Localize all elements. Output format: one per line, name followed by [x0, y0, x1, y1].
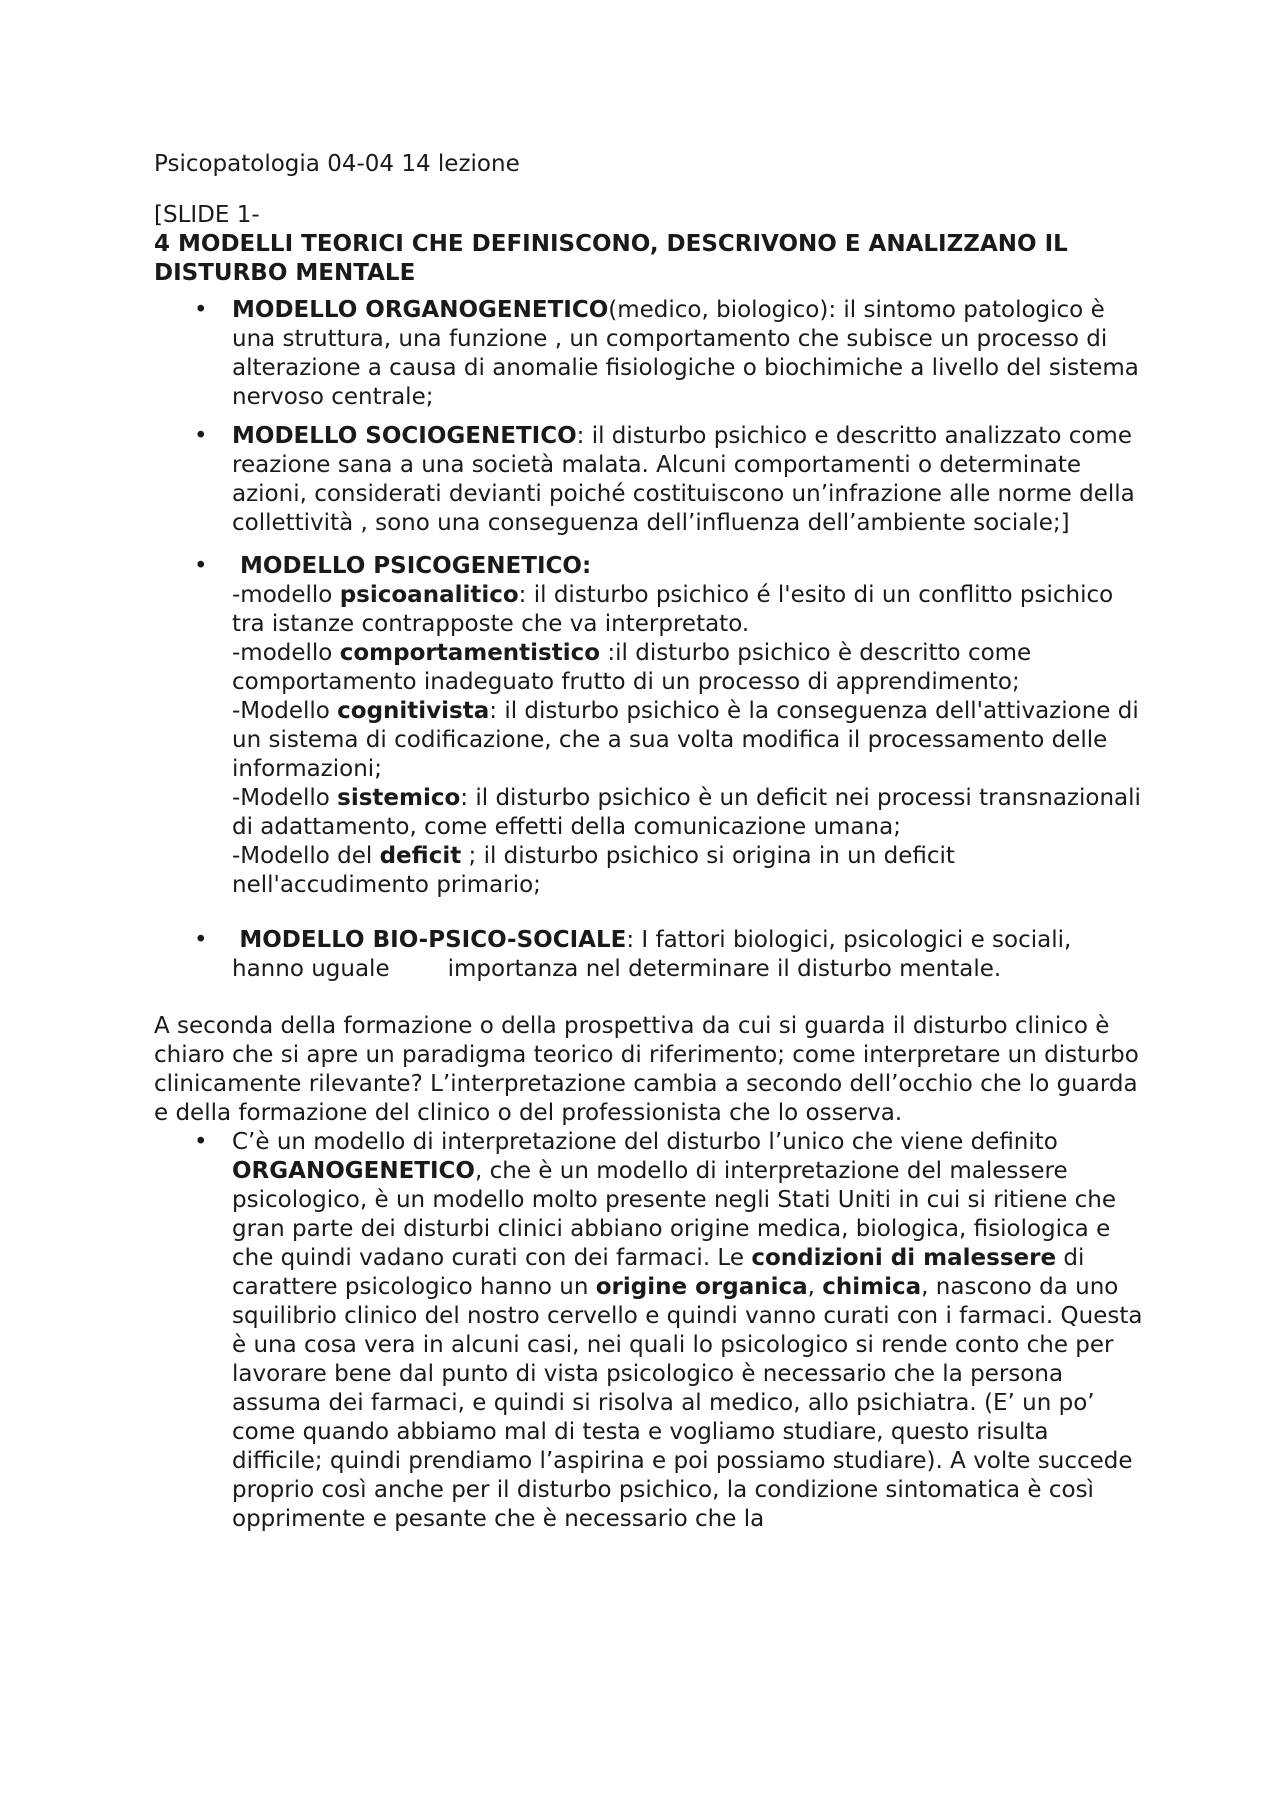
list-item-organogenetico: [154, 296, 1144, 412]
slide-label: [SLIDE 1-: [154, 202, 260, 228]
bullet-icon: •: [194, 553, 208, 579]
model-description: : I fattori biologici, psicologici e sociali, hanno uguale: [232, 927, 1072, 982]
bullet-icon: •: [194, 423, 208, 449]
bullet-icon: •: [194, 297, 208, 323]
submodel-comportamentistico: -modello comportamentistico :il disturbo psichico è descritto come comportamento inadeguato frutto di un processo di apprendimento;: [232, 640, 1032, 695]
document-page: [154, 150, 1144, 1534]
submodel-psicoanalitico: -modello psicoanalitico: il disturbo psichico é l'esito di un conflitto psichico tra istanze contrapposte che va interpretato.: [232, 582, 1114, 637]
interpretation-list: [154, 1128, 1144, 1534]
model-description-cont: importanza nel determinare il disturbo mentale.: [447, 956, 1002, 982]
list-item-bio-psico-sociale: [154, 926, 1144, 984]
section-heading: 4 MODELLI TEORICI CHE DEFINISCONO, DESCRIVONO E ANALIZZANO IL DISTURBO MENTALE: [154, 231, 1068, 286]
models-list: [154, 296, 1144, 984]
document-title: Psicopatologia 04-04 14 lezione: [154, 151, 520, 177]
list-item-sociogenetico: [154, 422, 1144, 538]
submodel-deficit: -Modello del deficit ; il disturbo psichico si origina in un deficit nell'accudimento primario;: [232, 843, 955, 898]
submodel-sistemico: -Modello sistemico: il disturbo psichico è un deficit nei processi transnazionali di adattamento, come effetti della comunicazione umana;: [232, 785, 1141, 840]
model-name: MODELLO PSICOGENETICO:: [240, 553, 592, 579]
model-name: MODELLO ORGANOGENETICO: [232, 297, 609, 323]
submodel-cognitivista: -Modello cognitivista: il disturbo psichico è la conseguenza dell'attivazione di un sistema di codificazione, che a sua volta modifica il processamento delle informazioni;: [232, 698, 1139, 782]
model-name: MODELLO SOCIOGENETICO: [232, 423, 577, 449]
bullet-icon: •: [194, 1129, 208, 1155]
bullet-icon: •: [194, 927, 208, 953]
model-description: : il disturbo psichico e descritto analizzato come reazione sana a una società malata. Alcuni comportamenti o determinate azioni, considerati devianti poiché costituiscono un’infrazione alle norme della collettività , sono una conseguenza dell’influenza dell’ambiente sociale;]: [232, 423, 1135, 536]
model-description: (medico, biologico): il sintomo patologico è una struttura, una funzione , un comportamento che subisce un processo di alterazione a causa di anomalie fisiologiche o biochimiche a livello del sistema nervoso centrale;: [232, 297, 1139, 410]
list-item-psicogenetico: [154, 552, 1144, 900]
body-paragraph: A seconda della formazione o della prospettiva da cui si guarda il disturbo clinico è chiaro che si apre un paradigma teorico di riferimento; come interpretare un disturbo clinicamente rilevante? L’interpretazione cambia a secondo dell’occhio che lo guarda e della formazione del clinico o del professionista che lo osserva.: [154, 1013, 1139, 1126]
model-name: MODELLO BIO-PSICO-SOCIALE: [239, 927, 627, 953]
list-item-organogenetico-detail: • C’è un modello di interpretazione del disturbo l’unico che viene definito ORGANOGENETICO, che è un modello di interpretazione del malessere psicologico, è un modello molto presente negli Stati Uniti in cui si ritiene che gran parte dei disturbi clinici abbiano origine medica, biologica, fisiologica e che quindi vadano curati con dei farmaci. Le condizioni di malessere di carattere psicologico hanno un origine organica, chimica, nascono da uno squilibrio clinico del nostro cervello e quindi vanno curati con i farmaci. Questa è una cosa vera in alcuni casi, nei quali lo psicologico si rende conto che per lavorare bene dal punto di vista psicologico è necessario che la persona assuma dei farmaci, e quindi si risolva al medico, allo psichiatra. (E’ un po’ come quando abbiamo mal di testa e vogliamo studiare, questo risulta difficile; quindi prendiamo l’aspirina e poi possiamo studiare). A volte succede proprio così anche per il disturbo psichico, la condizione sintomatica è così opprimente e pesante che è necessario che la: [194, 1129, 1143, 1532]
